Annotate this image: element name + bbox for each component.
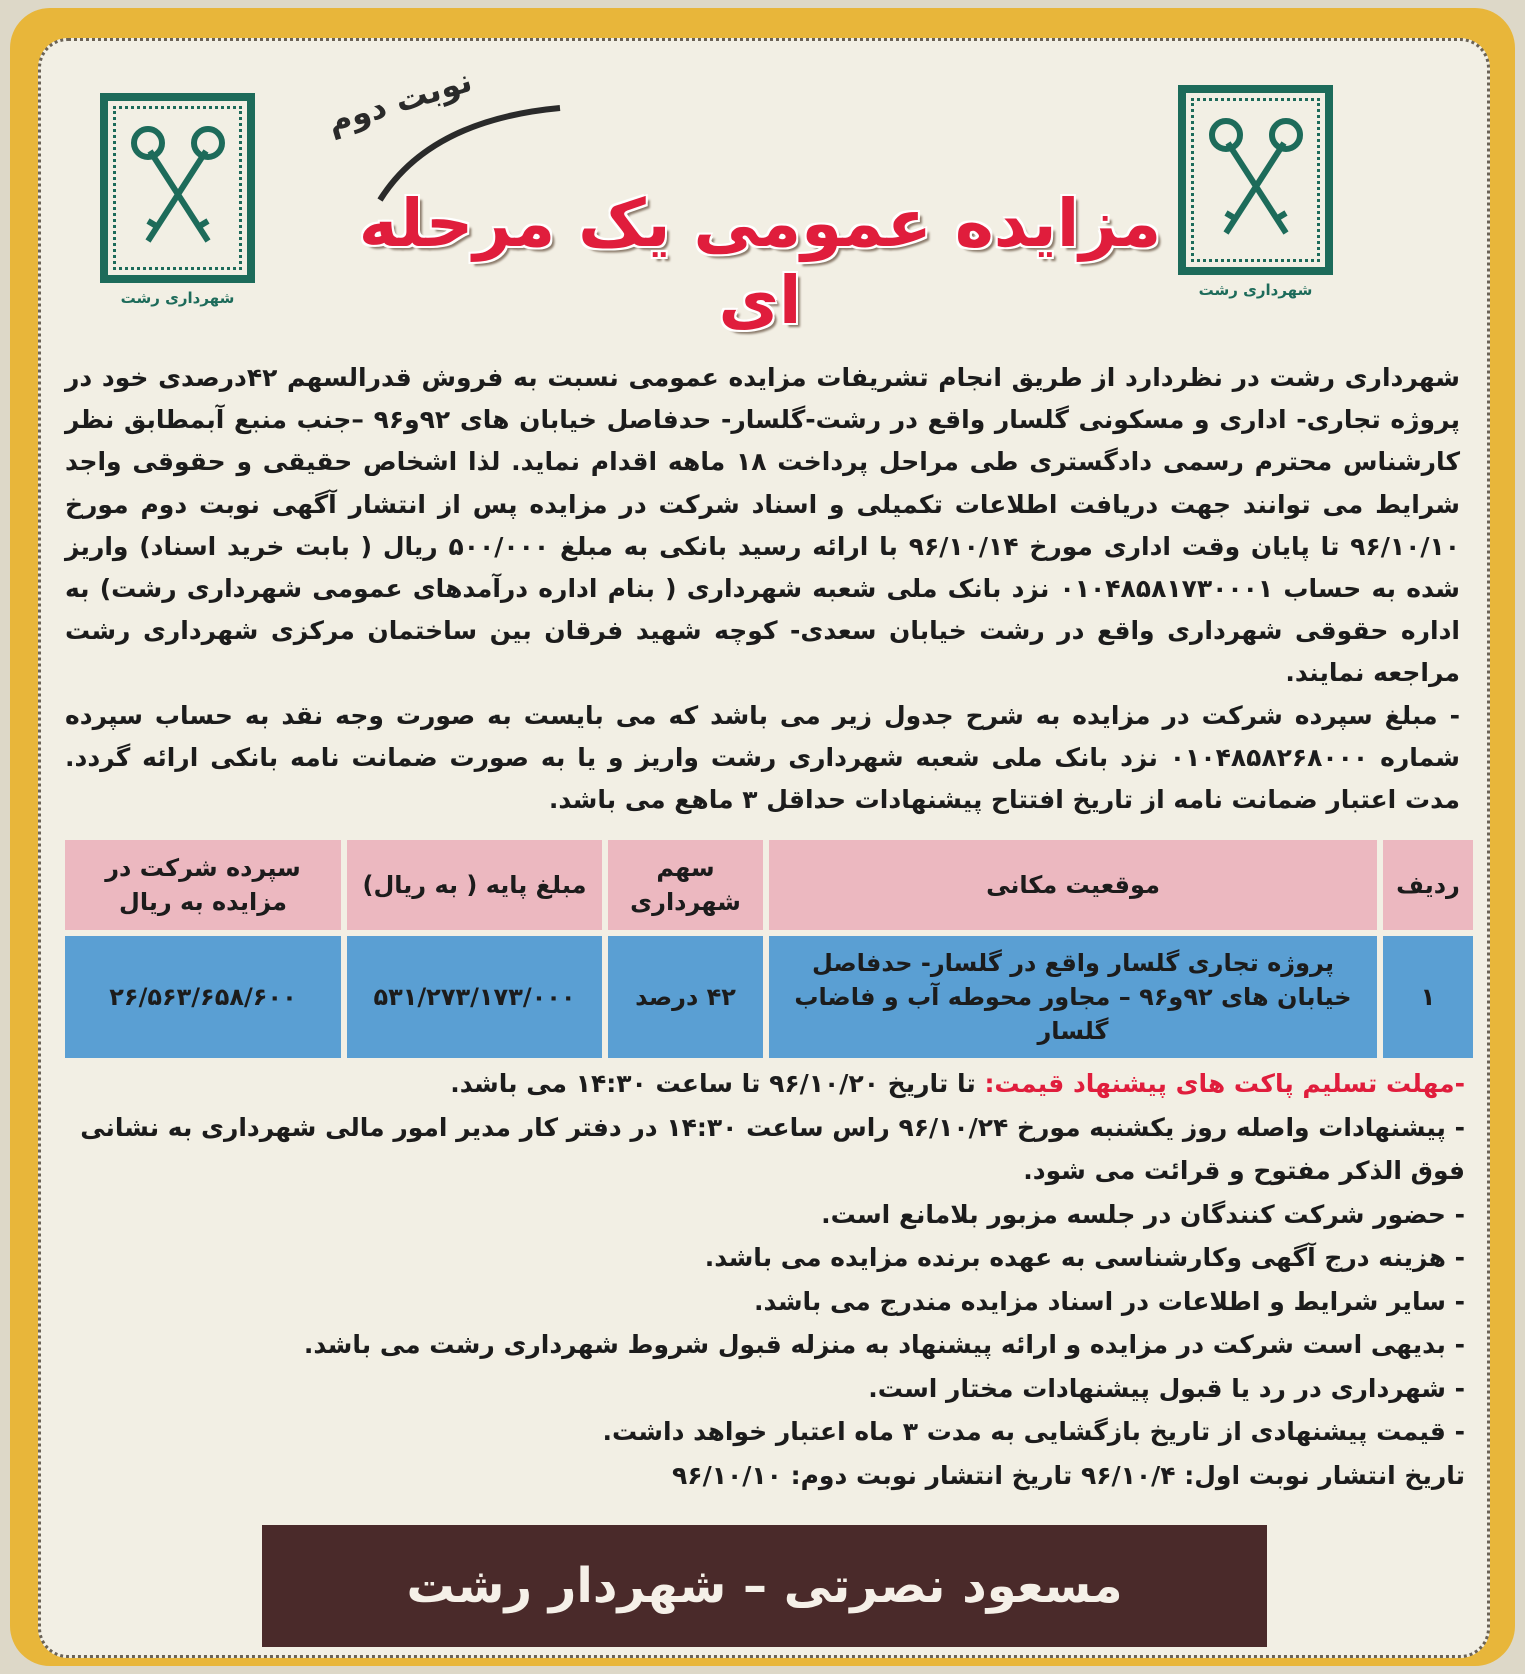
table-header: سپرده شرکت در مزایده به ریال — [65, 840, 341, 930]
emblem-caption: شهرداری رشت — [120, 289, 235, 307]
table-cell: ۴۲ درصد — [608, 936, 763, 1058]
note-item: - سایر شرایط و اطلاعات در اسناد مزایده مندرج می باشد. — [754, 1286, 1465, 1316]
table-header: ردیف — [1383, 840, 1473, 930]
deadline-text: تا تاریخ ۹۶/۱۰/۲۰ تا ساعت ۱۴:۳۰ می باشد. — [450, 1069, 985, 1098]
deadline-note — [65, 1062, 1465, 1106]
deadline-label: -مهلت تسلیم پاکت های پیشنهاد قیمت: — [984, 1069, 1465, 1098]
note-item: - بدیهی است شرکت در مزایده و ارائه پیشنهاد به منزله قبول شروط شهرداری رشت می باشد. — [303, 1330, 1465, 1359]
table-header: مبلغ پایه ( به ریال) — [347, 840, 602, 930]
crossed-keys-icon — [100, 93, 255, 283]
signature-text: مسعود نصرتی – شهردار رشت — [406, 1558, 1123, 1614]
emblem-right — [1178, 85, 1333, 310]
table-cell: ۵۳۱/۲۷۳/۱۷۳/۰۰۰ — [347, 936, 602, 1058]
table-header: موقعیت مکانی — [769, 840, 1377, 930]
publish-dates: تاریخ انتشار نوبت اول: ۹۶/۱۰/۴ تاریخ انتشار نوبت دوم: ۹۶/۱۰/۱۰ — [672, 1460, 1465, 1490]
page-title: مزایده عمومی یک مرحله ای — [358, 185, 1162, 339]
note-item: - حضور شرکت کنندگان در جلسه مزبور بلامانع است. — [821, 1199, 1465, 1229]
second-round-label: نوبت دوم — [322, 61, 477, 141]
note-item: - پیشنهادات واصله روز یکشنبه مورخ ۹۶/۱۰/۲۴ راس ساعت ۱۴:۳۰ در دفتر کار مدیر امور مالی شهرداری به نشانی فوق الذکر مفتوح و قرائت می شود. — [80, 1112, 1465, 1185]
note-item: - هزینه درج آگهی وکارشناسی به عهده برنده مزایده می باشد. — [704, 1243, 1465, 1272]
signature-banner — [262, 1525, 1267, 1647]
notes-list — [65, 1062, 1465, 1497]
note-item: - شهرداری در رد یا قبول پیشنهادات مختار است. — [868, 1373, 1465, 1403]
auction-table — [75, 840, 1473, 1058]
note-item: - قیمت پیشنهادی از تاریخ بازگشایی به مدت ۳ ماه اعتبار خواهد داشت. — [602, 1417, 1465, 1446]
table-cell: ۲۶/۵۶۳/۶۵۸/۶۰۰ — [65, 936, 341, 1058]
crossed-keys-icon — [1178, 85, 1333, 275]
emblem-caption: شهرداری رشت — [1198, 281, 1313, 299]
intro-paragraph: شهرداری رشت در نظردارد از طریق انجام تشریفات مزایده عمومی نسبت به فروش قدرالسهم ۴۲درصدی خود در پروژه تجاری- اداری و مسکونی گلسار واقع در رشت-گلسار- حدفاصل خیابان های ۹۲و۹۶ –جنب منبع آبمطابق نظر کارشناس محترم رسمی دادگستری طی مراحل پرداخت ۱۸ ماهه اقدام نماید. لذا اشخاص حقیقی و حقوقی واجد شرایط می توانند جهت دریافت اطلاعات تکمیلی و اسناد شرکت در مزایده پس از انتشار آگهی نوبت دوم مورخ ۹۶/۱۰/۱۰ تا پایان وقت اداری مورخ ۹۶/۱۰/۱۴ با ارائه رسید بانکی به مبلغ ۵۰۰/۰۰۰ ریال ( بابت خرید اسناد) واریز شده به حساب ۰۱۰۴۸۵۸۱۷۳۰۰۰۱ نزد بانک ملی شعبه شهرداری ( بنام اداره درآمدهای عمومی شهرداری رشت) به اداره حقوقی شهرداری واقع در رشت خیابان سعدی- کوچه شهید فرقان بین ساختمان مرکزی شهرداری رشت مراجعه نمایند. — [65, 363, 1461, 688]
intro-text — [65, 357, 1460, 821]
table-header: سهم شهرداری — [608, 840, 763, 930]
emblem-left — [100, 93, 255, 318]
table-cell: پروژه تجاری گلسار واقع در گلسار- حدفاصل خیابان های ۹۲و۹۶ – مجاور محوطه آب و فاضاب گلسار — [769, 936, 1377, 1058]
deposit-paragraph: - مبلغ سپرده شرکت در مزایده به شرح جدول زیر می باشد که می بایست به صورت وجه نقد به حساب سپرده شماره ۰۱۰۴۸۵۸۲۶۸۰۰۰ نزد بانک ملی شعبه شهرداری رشت واریز و یا به صورت ضمانت نامه بانکی ارائه گردد. مدت اعتبار ضمانت نامه از تاریخ افتتاح پیشنهادات حداقل ۳ ماهع می باشد. — [65, 700, 1460, 815]
table-cell: ۱ — [1383, 936, 1473, 1058]
